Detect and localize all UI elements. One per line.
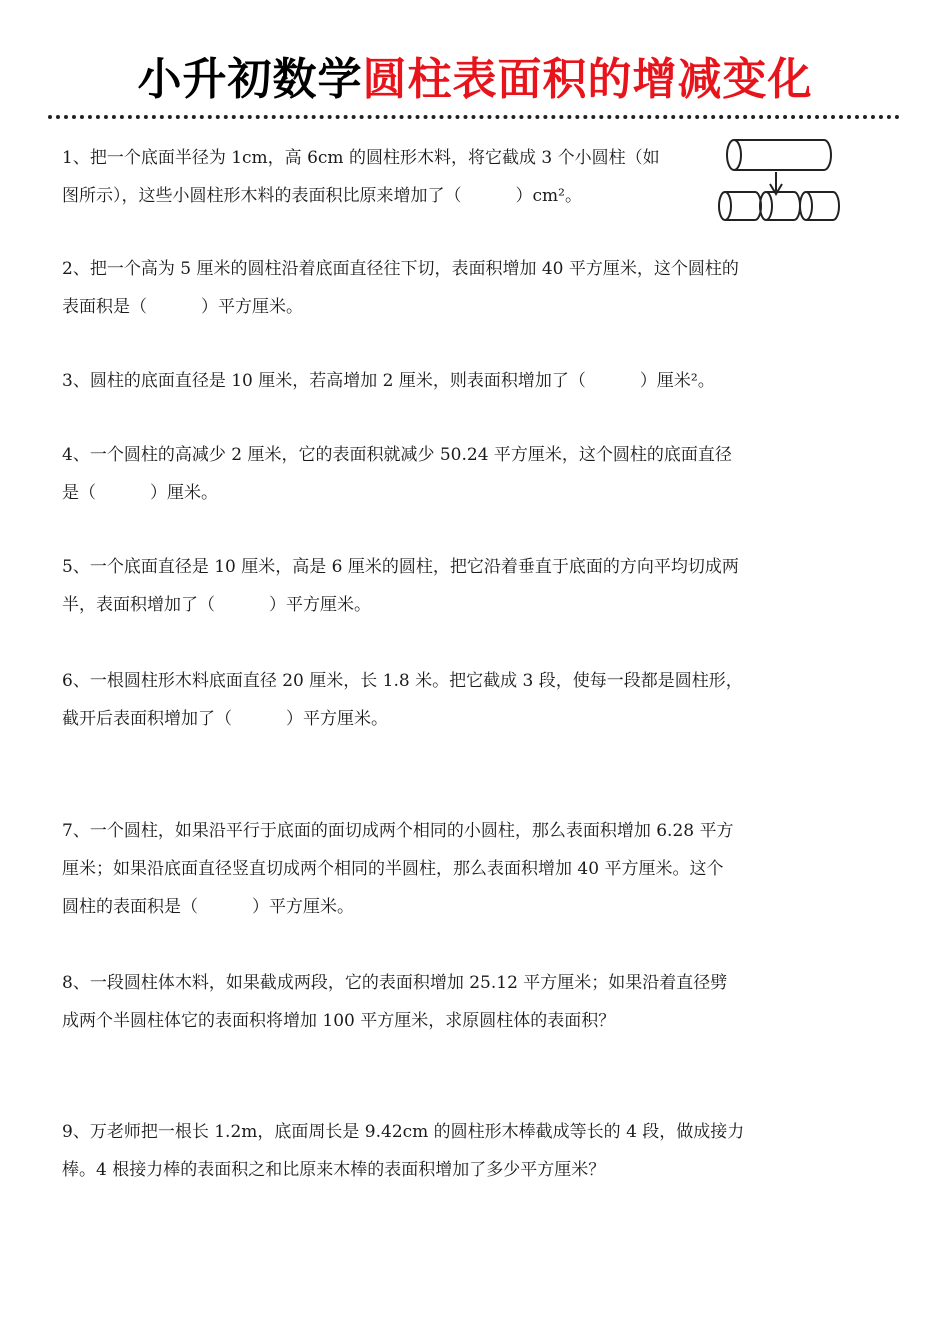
title-highlight: 圆柱表面积的增减变化 xyxy=(362,54,813,105)
question-line: 7、一个圆柱，如果沿平行于底面的面切成两个相同的小圆柱，那么表面积增加 6.28 平方 xyxy=(62,821,734,841)
question-8 xyxy=(62,964,727,1040)
question-line: 截开后表面积增加了（ ）平方厘米。 xyxy=(62,709,389,729)
question-7 xyxy=(62,812,733,926)
question-4 xyxy=(62,436,732,512)
question-line: 1、把一个底面半径为 1cm，高 6cm 的圆柱形木料，将它截成 3 个小圆柱（如 xyxy=(62,148,660,168)
question-line: 8、一段圆柱体木料，如果截成两段，它的表面积增加 25.12 平方厘米；如果沿着直径劈 xyxy=(62,973,728,993)
dotted-divider xyxy=(48,115,900,119)
question-6 xyxy=(62,662,743,738)
question-2 xyxy=(62,250,739,326)
cylinder-cut-figure xyxy=(712,132,844,224)
question-line: 厘米；如果沿底面直径竖直切成两个相同的半圆柱，那么表面积增加 40 平方厘米。这个 xyxy=(62,859,724,879)
question-line: 圆柱的表面积是（ ）平方厘米。 xyxy=(62,897,355,917)
question-1 xyxy=(62,139,660,215)
question-5 xyxy=(62,548,739,624)
question-9 xyxy=(62,1113,744,1189)
question-line: 成两个半圆柱体它的表面积将增加 100 平方厘米，求原圆柱体的表面积？ xyxy=(62,1011,616,1031)
question-line: 3、圆柱的底面直径是 10 厘米，若高增加 2 厘米，则表面积增加了（ ）厘米²。 xyxy=(62,371,715,391)
question-line: 半，表面积增加了（ ）平方厘米。 xyxy=(62,595,372,615)
question-line: 是（ ）厘米。 xyxy=(62,483,219,503)
question-line: 图所示），这些小圆柱形木料的表面积比原来增加了（ ）cm²。 xyxy=(62,186,582,206)
question-line: 2、把一个高为 5 厘米的圆柱沿着底面直径往下切，表面积增加 40 平方厘米，这个圆柱的 xyxy=(62,259,739,279)
page-title xyxy=(0,50,950,110)
question-line: 表面积是（ ）平方厘米。 xyxy=(62,297,304,317)
title-prefix: 小升初数学 xyxy=(137,54,363,105)
question-line: 棒。4 根接力棒的表面积之和比原来木棒的表面积增加了多少平方厘米？ xyxy=(62,1160,606,1180)
question-line: 4、一个圆柱的高减少 2 厘米，它的表面积就减少 50.24 平方厘米，这个圆柱的底面直径 xyxy=(62,445,732,465)
question-line: 6、一根圆柱形木料底面直径 20 厘米，长 1.8 米。把它截成 3 段，使每一段都是圆柱形， xyxy=(62,671,743,691)
question-3 xyxy=(62,362,715,400)
question-line: 5、一个底面直径是 10 厘米，高是 6 厘米的圆柱，把它沿着垂直于底面的方向平均切成两 xyxy=(62,557,739,577)
question-line: 9、万老师把一根长 1.2m，底面周长是 9.42cm 的圆柱形木棒截成等长的 4 段，做成接力 xyxy=(62,1122,745,1142)
